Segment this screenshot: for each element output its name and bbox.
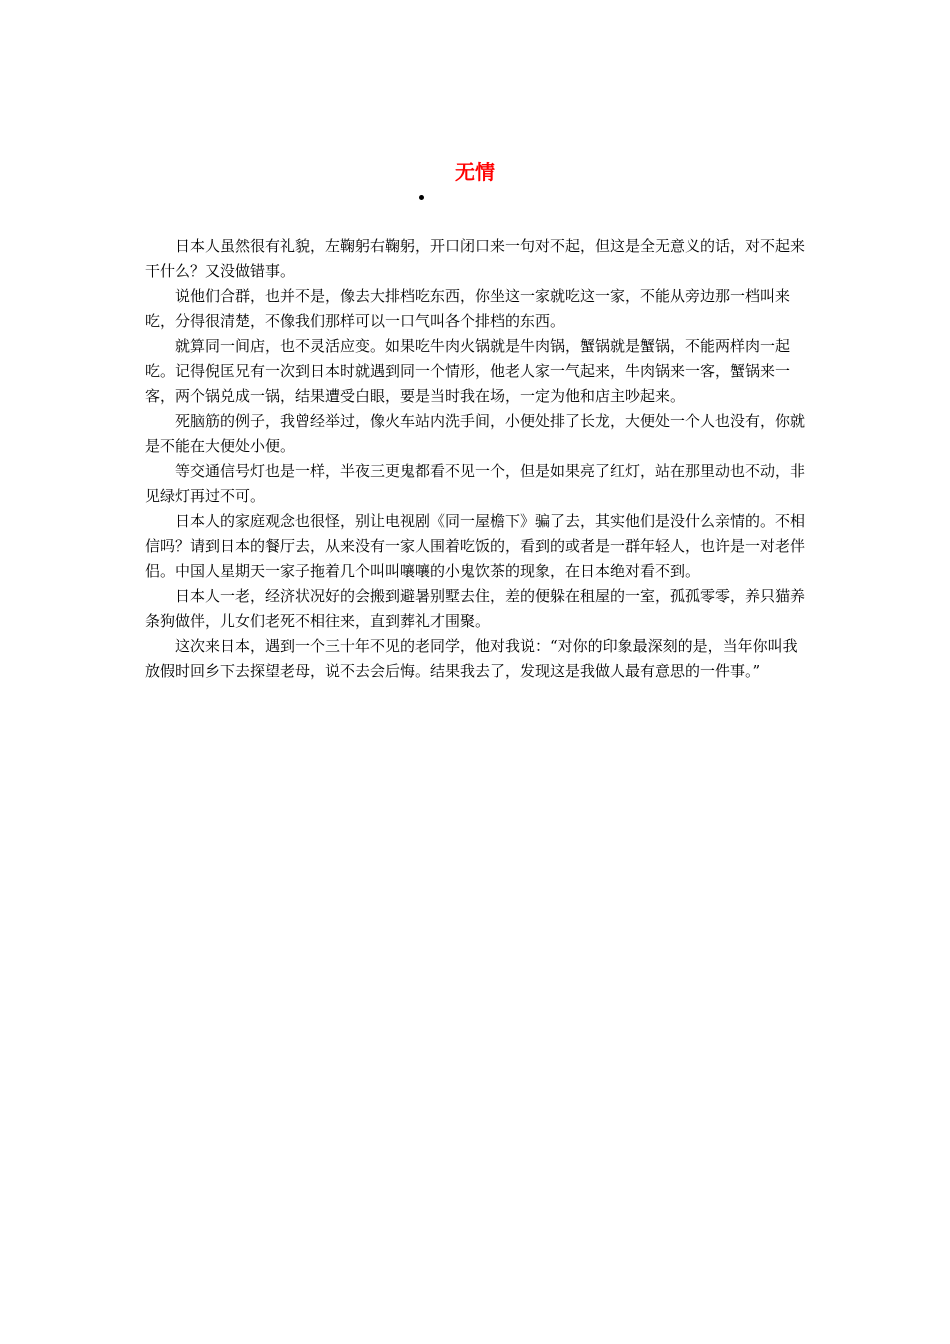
document-body <box>145 234 805 684</box>
bullet-dot <box>419 195 424 200</box>
paragraph: 这次来日本，遇到一个三十年不见的老同学，他对我说：“对你的印象最深刻的是，当年你叫我放假时回乡下去探望老母，说不去会后悔。结果我去了，发现这是我做人最有意思的一件事。” <box>145 637 798 680</box>
paragraph: 就算同一间店，也不灵活应变。如果吃牛肉火锅就是牛肉锅，蟹锅就是蟹锅，不能两样肉一起吃。记得倪匡兄有一次到日本时就遇到同一个情形，他老人家一气起来，牛肉锅来一客，蟹锅来一客，两个锅兑成一锅，结果遭受白眼，要是当时我在场，一定为他和店主吵起来。 <box>145 337 791 405</box>
paragraph: 日本人虽然很有礼貌，左鞠躬右鞠躬，开口闭口来一句对不起，但这是全无意义的话，对不起来干什么？又没做错事。 <box>145 237 806 280</box>
paragraph: 说他们合群，也并不是，像去大排档吃东西，你坐这一家就吃这一家，不能从旁边那一档叫来吃，分得很清楚，不像我们那样可以一口气叫各个排档的东西。 <box>145 287 791 330</box>
paragraph: 日本人一老，经济状况好的会搬到避暑别墅去住，差的便躲在租屋的一室，孤孤零零，养只猫养条狗做伴，儿女们老死不相往来，直到葬礼才围聚。 <box>145 587 806 630</box>
paragraph: 等交通信号灯也是一样，半夜三更鬼都看不见一个，但是如果亮了红灯，站在那里动也不动，非见绿灯再过不可。 <box>145 462 806 505</box>
document-title: 无情 <box>455 160 495 184</box>
paragraph: 日本人的家庭观念也很怪，别让电视剧《同一屋檐下》骗了去，其实他们是没什么亲情的。不相信吗？请到日本的餐厅去，从来没有一家人围着吃饭的，看到的或者是一群年轻人，也许是一对老伴侣。中国人星期天一家子拖着几个叫叫嚷嚷的小鬼饮茶的现象，在日本绝对看不到。 <box>145 512 806 580</box>
paragraph: 死脑筋的例子，我曾经举过，像火车站内洗手间，小便处排了长龙，大便处一个人也没有，你就是不能在大便处小便。 <box>145 412 806 455</box>
